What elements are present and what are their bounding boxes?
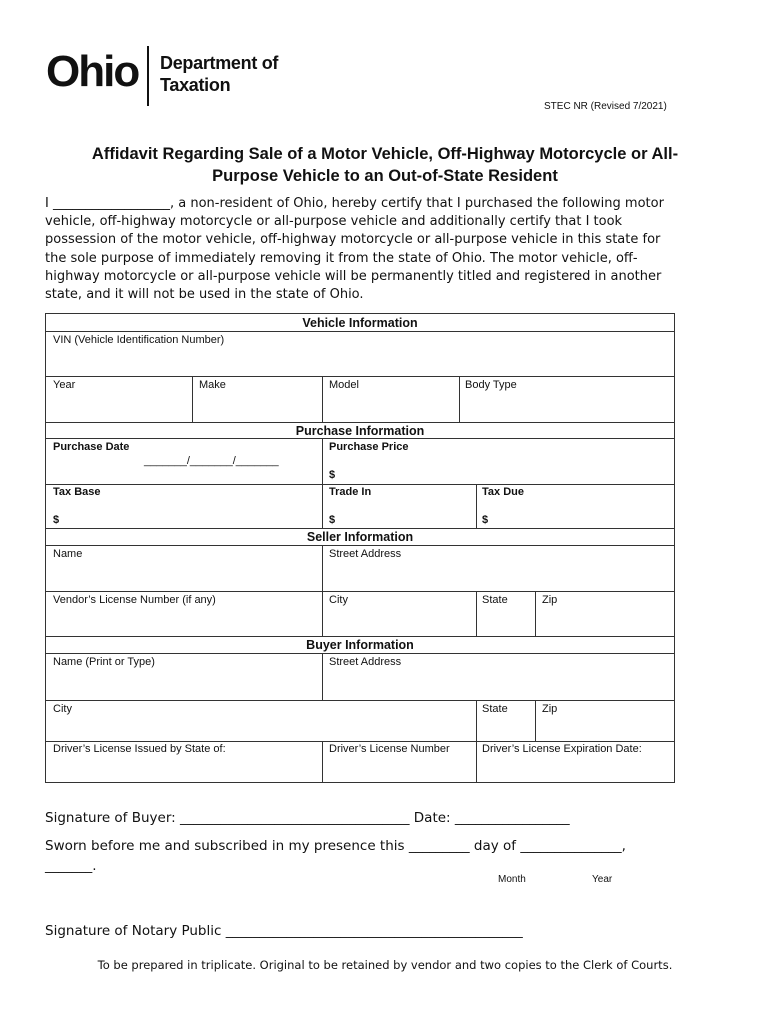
buyer-zip-label: Zip	[542, 703, 558, 715]
trade-in-currency: $	[329, 514, 336, 526]
vin-label: VIN (Vehicle Identification Number)	[53, 334, 225, 346]
title-line-1: Affidavit Regarding Sale of a Motor Vehicle, Off-Highway Motorcycle or All-	[91, 145, 679, 163]
tax-base-field[interactable]	[46, 485, 322, 528]
tax-due-label: Tax Due	[482, 486, 524, 498]
tax-base-label: Tax Base	[53, 486, 101, 498]
ohio-logo: Ohio	[46, 47, 139, 96]
divider	[46, 528, 674, 529]
buyer-state-label: State	[482, 703, 508, 715]
seller-info-heading: Seller Information	[306, 530, 414, 544]
intro-line: vehicle, off-highway motorcycle or all-purpose vehicle and additionally certify that I took	[45, 214, 623, 230]
divider	[46, 331, 674, 332]
department-line-2: Taxation	[160, 75, 231, 95]
year-caption: Year	[592, 874, 613, 885]
tax-due-field[interactable]	[477, 485, 674, 528]
vendor-license-field[interactable]	[46, 592, 322, 636]
sworn-statement[interactable]: Sworn before me and subscribed in my presence this _________ day of _______________,	[45, 838, 626, 854]
model-field[interactable]	[323, 377, 459, 422]
seller-name-field[interactable]	[46, 546, 322, 591]
title-line-2: Purpose Vehicle to an Out-of-State Resident	[212, 167, 558, 185]
page-title	[40, 143, 730, 187]
trade-in-label: Trade In	[329, 486, 372, 498]
seller-city-label: City	[329, 594, 348, 606]
notary-signature-line[interactable]: Signature of Notary Public ____________________________________________	[45, 923, 523, 939]
trade-in-field[interactable]	[323, 485, 476, 528]
purchase-price-label: Purchase Price	[329, 441, 409, 453]
seller-street-label: Street Address	[329, 548, 402, 560]
body-type-label: Body Type	[465, 379, 517, 391]
buyer-info-heading: Buyer Information	[306, 638, 414, 652]
vendor-license-label: Vendor’s License Number (if any)	[53, 594, 216, 606]
dl-number-label: Driver’s License Number	[329, 743, 450, 755]
dl-state-field[interactable]	[46, 742, 322, 782]
buyer-city-field[interactable]	[46, 701, 476, 740]
buyer-zip-field[interactable]	[536, 701, 674, 740]
form-table	[45, 313, 675, 783]
buyer-street-label: Street Address	[329, 656, 402, 668]
vin-field[interactable]	[46, 334, 674, 376]
seller-street-field[interactable]	[323, 546, 674, 591]
seller-zip-field[interactable]	[536, 592, 674, 636]
dl-expiration-field[interactable]	[477, 742, 674, 782]
model-label: Model	[329, 379, 359, 391]
purchase-date-blanks[interactable]: _______/_______/_______	[144, 455, 279, 467]
intro-line: possession of the motor vehicle, off-highway motorcycle or all-purpose vehicle in this state for	[45, 232, 661, 248]
month-caption: Month	[498, 874, 526, 885]
purchase-price-currency: $	[329, 469, 336, 481]
buyer-name-field[interactable]	[46, 654, 322, 700]
intro-line: I __________________, a non-resident of Ohio, hereby certify that I purchased the following motor	[45, 196, 664, 211]
dl-expiration-label: Driver’s License Expiration Date:	[482, 743, 642, 755]
purchase-info-heading: Purchase Information	[295, 424, 425, 438]
dl-number-field[interactable]	[323, 742, 476, 782]
logo-divider	[147, 46, 149, 106]
footer-note: To be prepared in triplicate. Original to be retained by vendor and two copies to the Clerk of Courts.	[97, 958, 673, 972]
buyer-name-label: Name (Print or Type)	[53, 656, 155, 668]
purchase-price-field[interactable]	[323, 439, 674, 484]
divider	[46, 636, 674, 637]
department-line-1: Department of	[160, 53, 279, 73]
buyer-signature-line[interactable]: Signature of Buyer: __________________________________ Date: _________________	[45, 810, 570, 826]
seller-state-label: State	[482, 594, 508, 606]
tax-base-currency: $	[53, 514, 60, 526]
year-label: Year	[53, 379, 76, 391]
year-field[interactable]	[46, 377, 192, 422]
sworn-year-blank[interactable]: _______.	[45, 858, 97, 874]
make-label: Make	[199, 379, 226, 391]
buyer-street-field[interactable]	[323, 654, 674, 700]
seller-zip-label: Zip	[542, 594, 558, 606]
seller-state-field[interactable]	[477, 592, 535, 636]
purchase-date-label: Purchase Date	[53, 441, 130, 453]
seller-name-label: Name	[53, 548, 83, 560]
intro-statement	[45, 195, 735, 304]
make-field[interactable]	[193, 377, 322, 422]
vehicle-info-heading: Vehicle Information	[302, 316, 418, 330]
intro-line: highway motorcycle or all-purpose vehicle will be permanently titled and registered in another	[45, 268, 662, 284]
seller-city-field[interactable]	[323, 592, 476, 636]
department-name	[160, 52, 278, 96]
intro-line: the sole purpose of immediately removing it from the state of Ohio. The motor vehicle, off-	[45, 250, 638, 266]
dl-state-label: Driver’s License Issued by State of:	[53, 743, 226, 755]
form-code: STEC NR (Revised 7/2021)	[544, 101, 667, 112]
intro-line: state, and it will not be used in the state of Ohio.	[45, 287, 364, 303]
divider	[46, 422, 674, 423]
tax-due-currency: $	[482, 514, 489, 526]
buyer-state-field[interactable]	[477, 701, 535, 740]
body-type-field[interactable]	[460, 377, 674, 422]
buyer-city-label: City	[53, 703, 72, 715]
